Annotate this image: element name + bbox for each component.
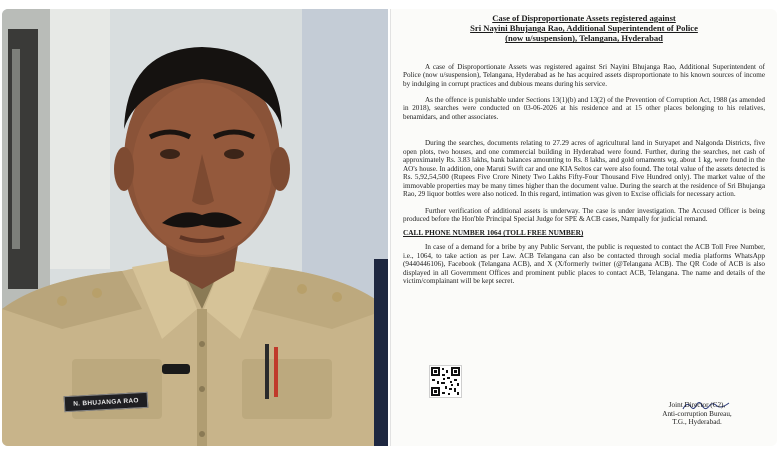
uniform-name-tag: N. BHUJANGA RAO <box>64 392 149 412</box>
signatory-location: T.G., Hyderabad. <box>672 418 722 427</box>
qr-code-icon <box>430 366 461 397</box>
officer-photo <box>2 9 388 446</box>
signatory-block <box>637 401 757 427</box>
signatory-office: Anti-corruption Bureau, <box>662 409 732 418</box>
signatory-designation: Joint Director (C2), <box>668 401 726 409</box>
paragraph-assets-found: During the searches, documents relating to 27.29 acres of agricultural land in Suryapet and Nalgonda Districts, five open plots, two houses, and one commercial building in Hyderabad were found. Further, during the searches, net cash of approximately Rs. 3.83 lakhs, bank balances amounting to Rs. 8 lakhs, and gold ornaments wg. about 1 kg, were found in the AO's house. In addition, one Maruti Swift car and one KIA Seltos car were also found. The total value of the assets detected is Rs. 5,92,54,500 (Rupees Five Crore Ninety Two Lakhs Fifty-Four Thousand Five Hundred only). The market value of the immovable properties may be many times higher than the document value. During the search at the residence of Sri Bhujanga Rao, 29 liquor bottles were also noticed. In this regard, intimation was given to Excise officials for necessary action. <box>403 139 765 199</box>
paragraph-investigation-status: Further verification of additional assets is underway. The case is under investigation. The Accused Officer is being produced before the Hon'ble Principal Special Judge for SPE & ACB cases, Nampally for judicial remand. <box>403 206 765 223</box>
document-title <box>403 13 765 44</box>
document-title-line: Sri Nayini Bhujanga Rao, Additional Superintendent of Police <box>470 23 698 34</box>
press-note-document <box>390 9 777 446</box>
paragraph-case-registered: A case of Disproportionate Assets was registered against Sri Nayini Bhujanga Rao, Additional Superintendent of Police (now u/suspension), Telangana, Hyderabad as he has acquired assets disproportionate to his known sources of income by indulging in corrupt practices and dubious means during his service. <box>403 62 765 88</box>
document-title-line: Case of Disproportionate Assets registered against <box>492 13 676 23</box>
paragraph-searches-conducted: As the offence is punishable under Sections 13(1)(b) and 13(2) of the Prevention of Corruption Act, 1988 (as amended in 2018), searches were conducted on 03-06-2026 at his residence and at 15 other places belonging to his relatives, benamidars, and other associates. <box>403 95 765 121</box>
officer-illustration <box>2 9 388 446</box>
paragraph-contact-acb: In case of a demand for a bribe by any Public Servant, the public is requested to contact the ACB Toll Free Number, i.e., 1064, to take action as per Law. ACB Telangana can also be contacted through social media platforms WhatsApp (9440446106), Facebook (Telangana ACB), and X (X/formerly twitter (@Telangana ACB). The QR Code of ACB is also displayed in all Government Offices and prominent public places to contact ACB, Telangana. The name and details of the victim/complainant will be kept secret. <box>403 243 765 286</box>
toll-free-heading: CALL PHONE NUMBER 1064 (TOLL FREE NUMBER) <box>403 228 584 238</box>
acb-qr-code[interactable] <box>429 365 462 398</box>
document-title-line: (now u/suspension), Telangana, Hyderabad <box>505 33 663 44</box>
